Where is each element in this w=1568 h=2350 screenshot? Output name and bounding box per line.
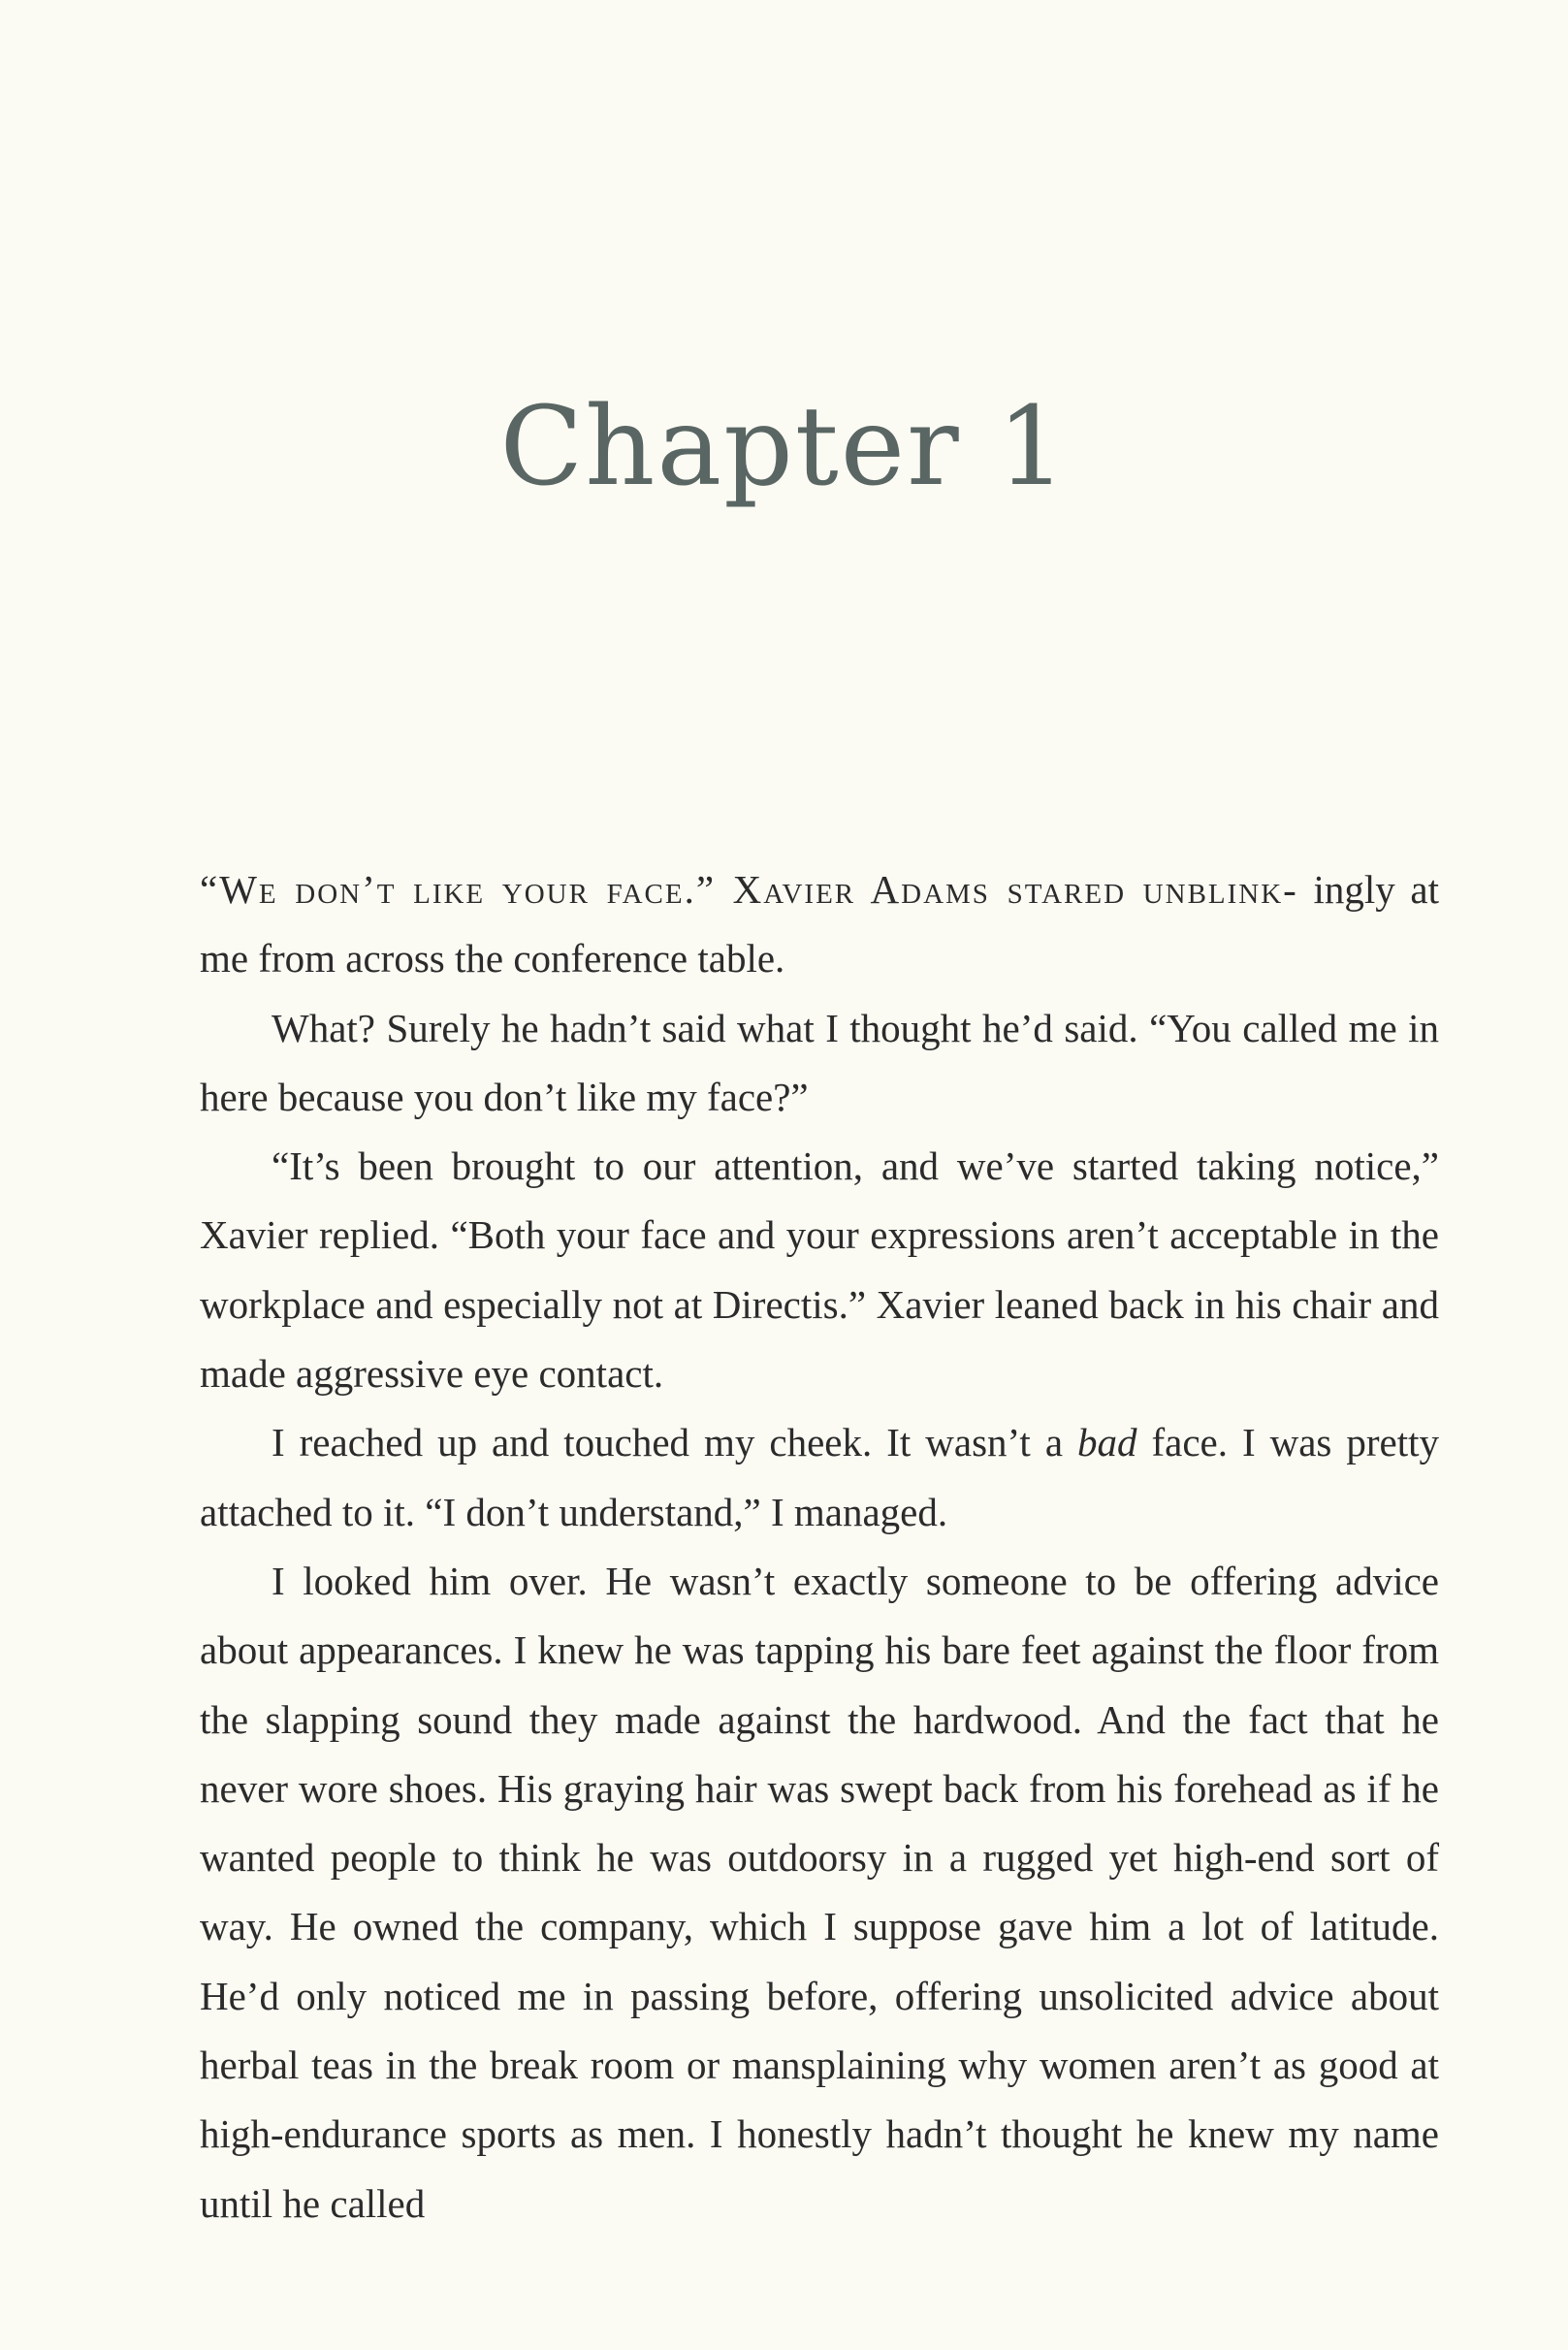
paragraph-3: “It’s been brought to our attention, and we’ve started taking notice,” Xavier replied. “Both your face and your expressions aren’t acceptable in the workplace and especially not at Directis.” Xavier leaned back in his chair and made aggressive eye contact. — [200, 1143, 1439, 1397]
paragraph-4-after: face. I was pretty attached to it. “I don’t understand,” I managed. — [200, 1420, 1440, 1534]
paragraph-1 — [200, 855, 1439, 994]
paragraph-1-rest: ingly at me from across the conference table. — [200, 867, 1440, 982]
chapter-title: Chapter 1 — [499, 384, 1069, 511]
paragraph-4 — [200, 1408, 1439, 1547]
paragraph-4-before: I reached up and touched my cheek. It wasn’t a — [272, 1420, 1078, 1465]
paragraph-1-lead: “We don’t like your face.” Xavier Adams stared unblink- — [200, 867, 1298, 912]
paragraph-2: What? Surely he hadn’t said what I thought he’d said. “You called me in here because you don’t like my face?” — [200, 1005, 1439, 1119]
paragraph-4-emphasis: bad — [1077, 1420, 1137, 1465]
chapter-body — [200, 855, 1439, 2238]
paragraph-5: I looked him over. He wasn’t exactly someone to be offering advice about appearances. I knew he was tapping his bare feet against the floor from the slapping sound they made against the hardwood. And the fact that he never wore shoes. His graying hair was swept back from his forehead as if he wanted people to think he was outdoorsy in a rugged yet high-end sort of way. He owned the company, which I suppose gave him a lot of latitude. He’d only noticed me in passing before, offering unsolicited advice about herbal teas in the break room or mansplaining why women aren’t as good at high-endurance sports as men. I honestly hadn’t thought he knew my name until he called — [200, 1558, 1439, 2226]
